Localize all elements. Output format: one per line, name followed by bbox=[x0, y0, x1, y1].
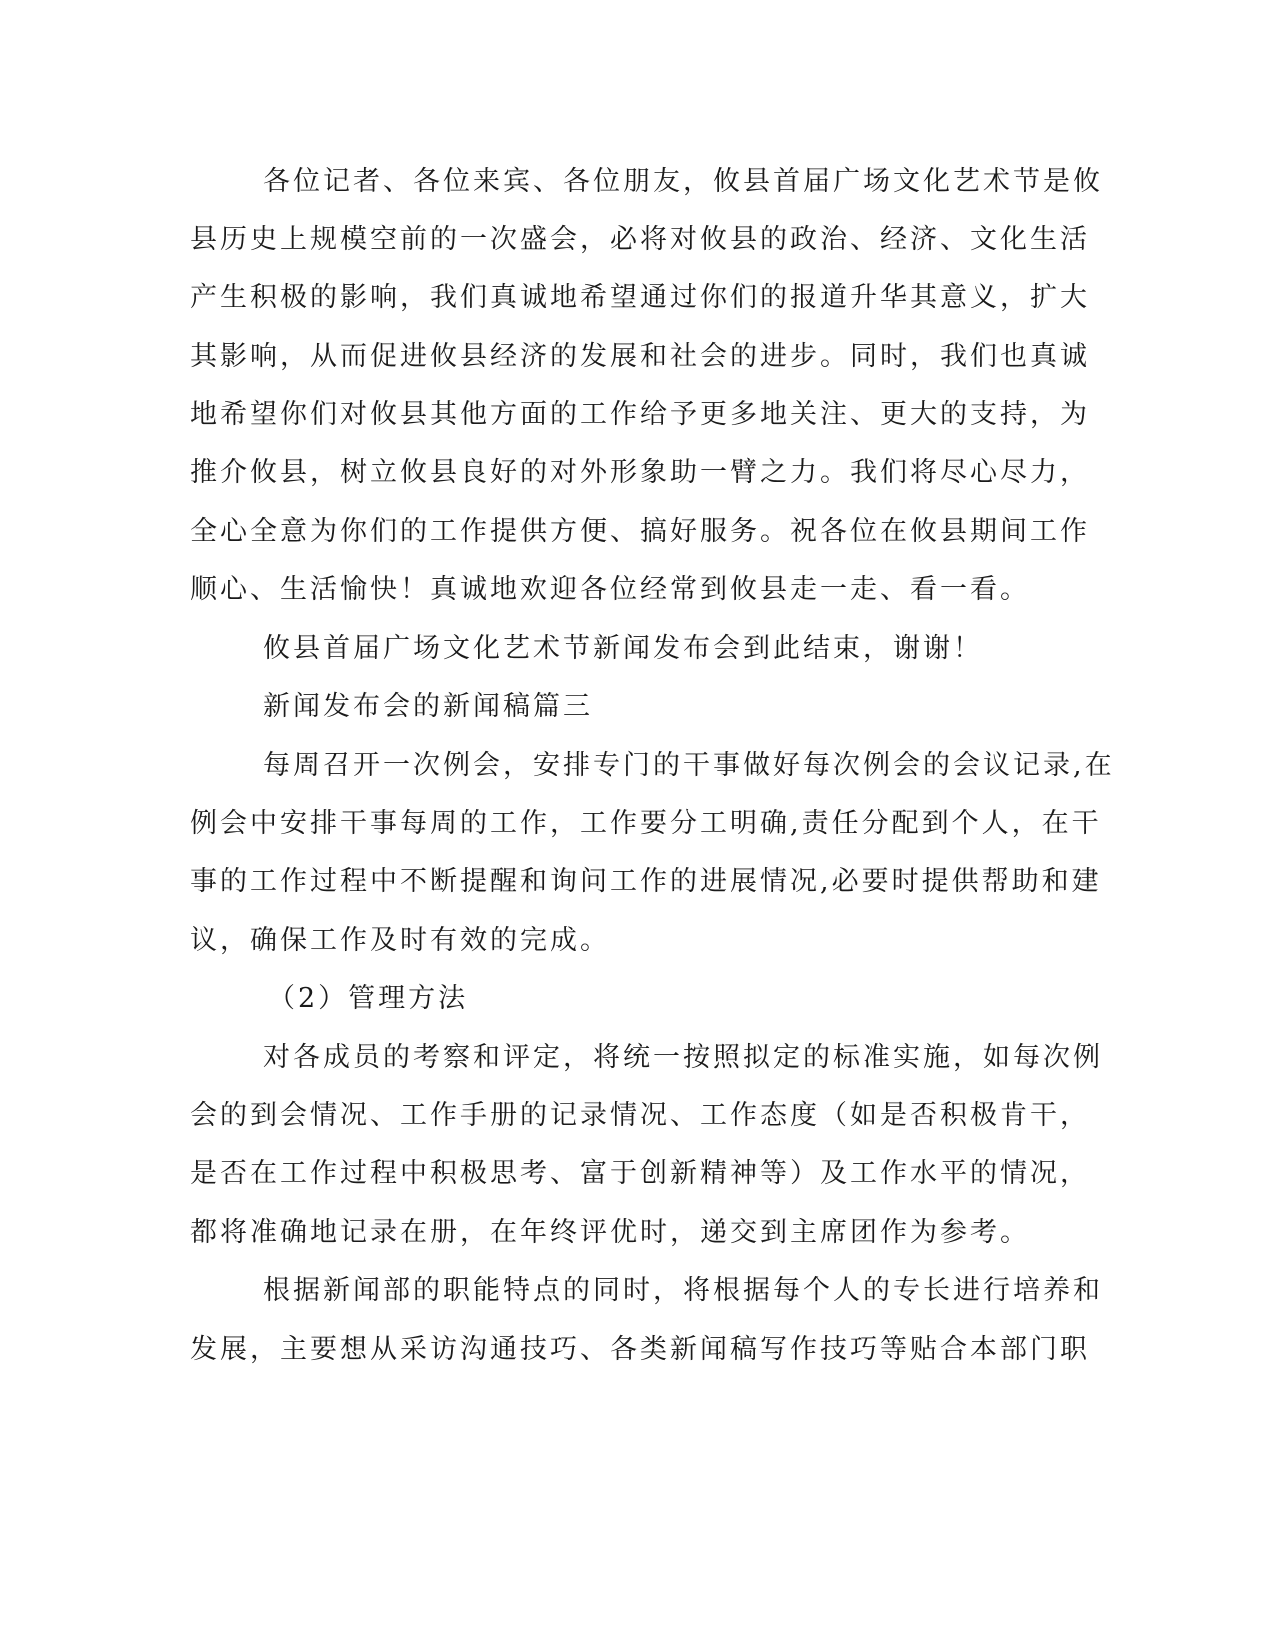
closing-line: 攸县首届广场文化艺术节新闻发布会到此结束，谢谢！ bbox=[263, 633, 983, 664]
paragraph-line: 推介攸县，树立攸县良好的对外形象助一臂之力。我们将尽心尽力， bbox=[190, 457, 1090, 488]
paragraph-line: 地希望你们对攸县其他方面的工作给予更多地关注、更大的支持，为 bbox=[190, 399, 1090, 430]
paragraph-line: 都将准确地记录在册，在年终评优时，递交到主席团作为参考。 bbox=[190, 1217, 1030, 1248]
paragraph-line: 是否在工作过程中积极思考、富于创新精神等）及工作水平的情况， bbox=[190, 1158, 1090, 1189]
subsection-heading: （2）管理方法 bbox=[268, 983, 469, 1014]
paragraph-line: 对各成员的考察和评定，将统一按照拟定的标准实施，如每次例 bbox=[263, 1042, 1103, 1073]
paragraph-line: 全心全意为你们的工作提供方便、搞好服务。祝各位在攸县期间工作 bbox=[190, 516, 1090, 547]
paragraph-line: 各位记者、各位来宾、各位朋友，攸县首届广场文化艺术节是攸 bbox=[263, 166, 1103, 197]
paragraph-line: 会的到会情况、工作手册的记录情况、工作态度（如是否积极肯干， bbox=[190, 1100, 1090, 1131]
paragraph-line: 其影响，从而促进攸县经济的发展和社会的进步。同时，我们也真诚 bbox=[190, 341, 1090, 372]
paragraph-line: 产生积极的影响，我们真诚地希望通过你们的报道升华其意义，扩大 bbox=[190, 282, 1090, 313]
paragraph-line: 事的工作过程中不断提醒和询问工作的进展情况,必要时提供帮助和建 bbox=[190, 866, 1102, 897]
paragraph-line: 顺心、生活愉快！真诚地欢迎各位经常到攸县走一走、看一看。 bbox=[190, 574, 1030, 605]
paragraph-line: 每周召开一次例会，安排专门的干事做好每次例会的会议记录,在 bbox=[263, 750, 1115, 781]
section-heading: 新闻发布会的新闻稿篇三 bbox=[263, 691, 593, 722]
paragraph-line: 例会中安排干事每周的工作，工作要分工明确,责任分配到个人，在干 bbox=[190, 808, 1102, 839]
paragraph-line: 发展，主要想从采访沟通技巧、各类新闻稿写作技巧等贴合本部门职 bbox=[190, 1334, 1090, 1365]
paragraph-line: 县历史上规模空前的一次盛会，必将对攸县的政治、经济、文化生活 bbox=[190, 224, 1090, 255]
paragraph-line: 根据新闻部的职能特点的同时，将根据每个人的专长进行培养和 bbox=[263, 1275, 1103, 1306]
paragraph-line: 议，确保工作及时有效的完成。 bbox=[190, 925, 610, 956]
